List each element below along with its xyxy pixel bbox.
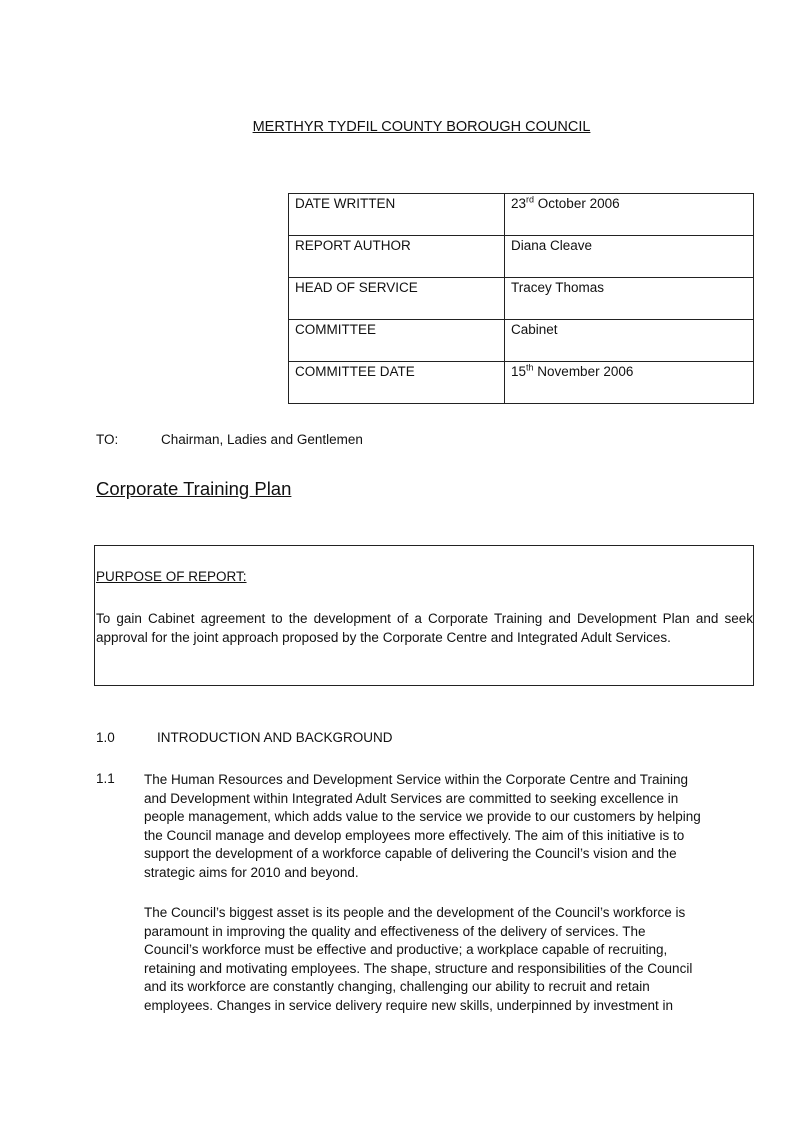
row-label: HEAD OF SERVICE [289,278,505,320]
row-value: Cabinet [505,320,754,362]
purpose-heading: PURPOSE OF REPORT: [96,569,247,584]
row-value: Tracey Thomas [505,278,754,320]
paragraph-1-1-continued [144,904,754,1015]
row-label: REPORT AUTHOR [289,236,505,278]
table-row [289,320,754,362]
paragraph-line: retaining and motivating employees. The shape, structure and responsibilities of the Council [144,960,693,976]
section-number: 1.0 [96,730,115,745]
addressee-label: TO: [96,432,119,447]
row-label: DATE WRITTEN [289,194,505,236]
paragraph-1-1 [144,771,754,882]
row-label: COMMITTEE [289,320,505,362]
paragraph-line: the Council manage and develop employees more effectively. The aim of this initiative is to [144,827,685,843]
section-title: INTRODUCTION AND BACKGROUND [157,730,393,745]
purpose-text: To gain Cabinet agreement to the development of a Corporate Training and Development Plan and seek approval for the joint approach proposed by the Corporate Centre and Integrated Adult Services. [96,611,753,645]
council-name: MERTHYR TYDFIL COUNTY BOROUGH COUNCIL [252,119,591,135]
paragraph-line: support the development of a workforce capable of delivering the Council’s vision and the [144,846,677,861]
row-value: 15th November 2006 [505,362,754,404]
paragraph-line: people management, which adds value to the service we provide to our customers by helping [144,809,701,824]
paragraph-line: Council’s workforce must be effective and productive; a workplace capable of recruiting, [144,942,668,957]
table-row [289,236,754,278]
table-row [289,362,754,404]
document-title: Corporate Training Plan [96,478,292,499]
row-value: 23rd October 2006 [505,194,754,236]
table-row [289,278,754,320]
row-value: Diana Cleave [505,236,754,278]
paragraph-number: 1.1 [96,771,115,786]
addressee-text: Chairman, Ladies and Gentlemen [161,432,363,447]
paragraph-line: and its workforce are constantly changing, challenging our ability to recruit and retain [144,979,650,994]
paragraph-line: The Human Resources and Development Service within the Corporate Centre and Training [144,772,689,787]
paragraph-line: paramount in improving the quality and effectiveness of the delivery of services. The [144,923,646,939]
report-info-table [288,193,754,404]
paragraph-line: employees. Changes in service delivery require new skills, underpinned by investment in [144,997,674,1013]
row-label: COMMITTEE DATE [289,362,505,404]
paragraph-line: The Council’s biggest asset is its people and the development of the Council’s workforce is [144,905,686,920]
table-row [289,194,754,236]
paragraph-line: and Development within Integrated Adult Services are committed to seeking excellence in [144,790,679,806]
paragraph-line: strategic aims for 2010 and beyond. [144,864,359,880]
